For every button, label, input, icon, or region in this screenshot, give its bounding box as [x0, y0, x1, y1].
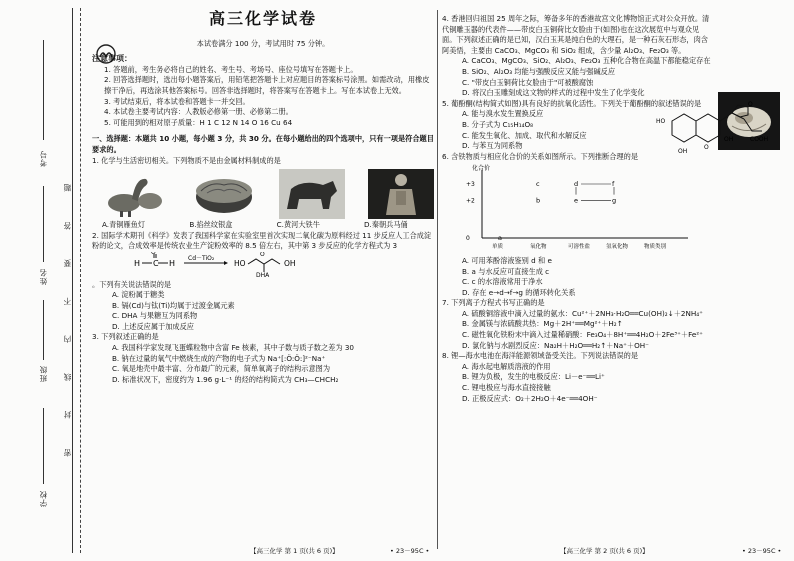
- iron-ox-image: [279, 169, 345, 219]
- svg-text:OH: OH: [678, 148, 688, 156]
- option-d[interactable]: D. 上述反应属于加成反应: [112, 321, 194, 331]
- option-a[interactable]: A. 我国科学家发现飞蛋蝶粒物中含富 Fe 核素，其中子数与质子数之差为 30: [112, 343, 354, 353]
- binding-gutter: [0, 0, 86, 561]
- option-a[interactable]: A. 能与溴水发生置换反应: [462, 109, 544, 119]
- option-c[interactable]: C.黄河大铁牛: [276, 220, 320, 230]
- svg-text:C: C: [153, 258, 159, 268]
- svg-text:O: O: [260, 251, 265, 258]
- school-label: 学校: [39, 490, 48, 507]
- page-1-footer: 【高三化学 第 1 页(共 6 页)】: [250, 547, 339, 555]
- option-b[interactable]: B. 金属镁与浓硫酸共热：Mg＋2H⁺══Mg²⁺＋H₂↑: [462, 319, 623, 329]
- name-field: [43, 186, 44, 262]
- school-field: [43, 408, 44, 484]
- question-1-images: [102, 169, 434, 219]
- option-b[interactable]: B. 锂为负极，发生的电极反应：Li－e⁻══Li⁺: [462, 372, 605, 382]
- data-point-e: e: [574, 196, 578, 205]
- option-c[interactable]: C. c 的水溶液常用于净水: [462, 277, 543, 287]
- notes-title: 注意事项：: [92, 54, 132, 64]
- x-tick-label: 可溶性盐: [568, 244, 591, 251]
- page-2-footer: 【高三化学 第 2 页(共 6 页)】: [560, 547, 649, 555]
- svg-text:COOH: COOH: [750, 136, 769, 144]
- svg-text:HO: HO: [234, 258, 246, 268]
- svg-text:O: O: [151, 251, 156, 256]
- y-tick-label: +3: [466, 181, 475, 189]
- question-2-stem: 2. 国际学术期刊《科学》发表了我国科学家在实验室里首次实现二氧化碳为原料经过 11 步反应人工合成淀粉的论文，合成效率是传统农业生产淀粉效率的 8.5 倍左右，其中第 3 步反应的化学方程式为 3: [92, 230, 432, 251]
- page-1-code: • 23－95C •: [390, 547, 430, 555]
- question-3-stem: 3. 下列叙述正确的是: [92, 332, 159, 342]
- silver-box-image: [191, 169, 257, 219]
- question-1-stem: 1. 化学与生活密切相关。下列物质不是由金属材料制成的是: [92, 155, 281, 165]
- option-d[interactable]: D.秦朝兵马俑: [363, 220, 408, 230]
- svg-text:OH: OH: [724, 136, 734, 144]
- y-tick-label: 0: [466, 235, 470, 243]
- option-b[interactable]: B. 镉(Cd)与钛(Ti)均属于过渡金属元素: [112, 300, 235, 310]
- y-axis-label: 化合价: [472, 165, 491, 173]
- data-point-b: b: [536, 196, 541, 205]
- option-b[interactable]: B. SiO₂、Al₂O₃ 均能与强酸反应又能与强碱反应: [462, 66, 616, 76]
- option-d[interactable]: D. 与苯互为同系物: [462, 141, 523, 151]
- molecule-structure-image: [652, 101, 770, 159]
- svg-text:O: O: [704, 144, 709, 152]
- svg-text:H: H: [169, 258, 176, 268]
- exam-no-label: 考号: [39, 150, 48, 167]
- question-4-stem: 4. 香港回归祖国 25 周年之际，筹备多年的香港故宫文化博物馆正式对公众开放。清代铜雕玉器的代表件——带皮白玉铜荷比女脸由于(如图)也在这次展览中与观众见面。下列叙述正确的是已知，汉白玉其是纯白色的大理石，是一种石灰石形态，肉含阿美悟，主要由 CaCO₃、MgCO₃ 和 SiO₂ 组成，含少量 Al₂O₃、Fe₂O₃ 等。: [442, 14, 710, 55]
- note-item: 5. 可能用到的相对原子质量：H 1 C 12 N 14 O 16 Cu 64: [104, 117, 293, 127]
- option-c[interactable]: C. 磁性氧化铁粉末中滴入过量稀硝酸：Fe₃O₄＋8H⁺══4H₂O＋2Fe³⁺＋Fe²⁺: [462, 330, 703, 340]
- question-8-stem: 8. 锂—海水电池在海洋能源领域备受关注。下列说法错误的是: [442, 351, 639, 361]
- question-7-stem: 7. 下列离子方程式书写正确的是: [442, 298, 545, 308]
- question-5-stem: 5. 葡酚酮(结构简式如图)具有良好的抗氧化活性。下列关于葡酚酮的叙述错误的是: [442, 98, 702, 108]
- svg-text:H: H: [134, 258, 141, 268]
- data-point-a: a: [498, 234, 502, 243]
- svg-text:OH: OH: [284, 258, 296, 268]
- page-1-column: [92, 9, 434, 385]
- data-point-c: c: [536, 180, 540, 189]
- class-field: [43, 300, 44, 360]
- question-1-captions: [102, 220, 434, 231]
- svg-text:HO: HO: [656, 118, 666, 126]
- option-d[interactable]: D. 氯化钠与水剧烈反应：Na₂H＋H₂O══H₂↑＋Na⁺＋OH⁻: [462, 340, 649, 350]
- option-a[interactable]: A. CaCO₃、MgCO₃、SiO₂、Al₂O₃、Fe₂O₃ 五种化合物在高温下都能稳定存在: [462, 56, 711, 66]
- option-a[interactable]: A.青铜雁鱼灯: [102, 220, 146, 230]
- option-c[interactable]: C. 氧是地壳中最丰富、分布最广的元素，简单氧离子的结构示意图为: [112, 364, 331, 374]
- y-tick-label: +2: [466, 197, 475, 205]
- cut-line: [80, 8, 81, 553]
- x-tick-label: 单质: [492, 244, 504, 251]
- option-c[interactable]: C. 锂电极应与海水直接接触: [462, 383, 551, 393]
- option-b[interactable]: B. a 与水反应可直接生成 c: [462, 266, 550, 276]
- page-2-column: [442, 14, 782, 404]
- option-a[interactable]: A. 可用苯酚溶液鉴别 d 和 e: [462, 255, 552, 265]
- product-label: DHA: [256, 271, 270, 278]
- option-b[interactable]: B.掐丝纹银盒: [189, 220, 233, 230]
- option-a[interactable]: A. 淀粉属于糖类: [112, 290, 165, 300]
- option-c[interactable]: C. DHA 与果糖互为同系物: [112, 311, 198, 321]
- seal-notice: 密 封 线 内 不 要 答 题: [63, 170, 72, 457]
- option-d[interactable]: D. 将汉白玉雕刻成这文物的样式的过程中发生了化学变化: [462, 88, 645, 98]
- option-b[interactable]: B. 钠在过量的氧气中燃烧生成的产物的电子式为 Na⁺[:Ö:Ö:]²⁻Na⁺: [112, 353, 326, 363]
- question-2-tail: 。下列有关说法错误的是: [92, 279, 172, 289]
- terracotta-warrior-image: [368, 169, 434, 219]
- note-item: 1. 答题前，考生务必将自己的姓名、考生号、考场号、座位号填写在答题卡上。: [104, 64, 358, 74]
- data-point-f: f: [612, 180, 615, 189]
- x-tick-label: 氧化物: [530, 244, 547, 251]
- valence-chart: [452, 164, 702, 250]
- name-label: 姓名: [39, 268, 48, 285]
- option-a[interactable]: A. 海水起电解质溶液的作用: [462, 361, 551, 371]
- note-item: 4. 本试卷主要考试内容：人教版必修第一册、必修第二册。: [104, 107, 293, 117]
- note-item: 2. 回答选择题时，选出每小题答案后，用铅笔把答题卡上对应题目的答案标号涂黑。如需改动，用橡皮擦干净后，再选涂其他答案标号。回答非选择题时，将答案写在答题卡上。写在本试卷上无效。: [104, 75, 430, 95]
- option-d[interactable]: D. 正极反应式：O₂＋2H₂O＋4e⁻══4OH⁻: [462, 393, 598, 403]
- question-6-stem: 6. 含铁物质与相应化合价的关系如图所示。下列推断合理的是: [442, 151, 639, 161]
- bronze-goose-lamp-image: [102, 169, 168, 219]
- column-divider: [437, 10, 438, 549]
- exam-info: 本试卷满分 100 分，考试用时 75 分钟。: [196, 38, 330, 48]
- exam-title: 高三化学试卷: [208, 9, 317, 28]
- option-a[interactable]: A. 硫酸铜溶液中滴入过量的氨水：Cu²⁺＋2NH₃·H₂O══Cu(OH)₂↓＋2NH₄⁺: [462, 308, 703, 318]
- section-heading: 一、选择题：本题共 10 小题，每小题 3 分，共 30 分。在每小题给出的四个选项中，只有一项是符合题目要求的。: [92, 134, 434, 154]
- catalyst-label: Cd－TiO₂: [188, 254, 215, 262]
- option-c[interactable]: C. 能发生氧化、加成、取代和水解反应: [462, 130, 587, 140]
- note-item: 3. 考试结束后，将本试卷和答题卡一并交回。: [104, 96, 250, 106]
- x-tick-label: 氢氧化物: [606, 244, 629, 251]
- option-d[interactable]: D. 标准状况下，密度约为 1.96 g·L⁻¹ 的烃的结构简式为 CH₃—CHCH₂: [112, 374, 339, 384]
- reaction-equation: [132, 252, 342, 278]
- svg-text:O: O: [748, 101, 753, 109]
- data-point-d: d: [574, 180, 579, 189]
- x-tick-label: 物质类别: [644, 244, 667, 251]
- data-point-g: g: [612, 196, 617, 205]
- exam-no-field: [43, 40, 44, 140]
- page-2-code: • 23－95C •: [742, 547, 782, 555]
- option-b[interactable]: B. 分子式为 C₁₅H₁₄O₈: [462, 119, 534, 129]
- option-c[interactable]: C. "带皮白玉铜荷比女脸由于"可被酸腐蚀: [462, 77, 594, 87]
- option-d[interactable]: D. 存在 e→d→f→g 的循环转化关系: [462, 287, 576, 297]
- class-label: 班级: [39, 365, 48, 382]
